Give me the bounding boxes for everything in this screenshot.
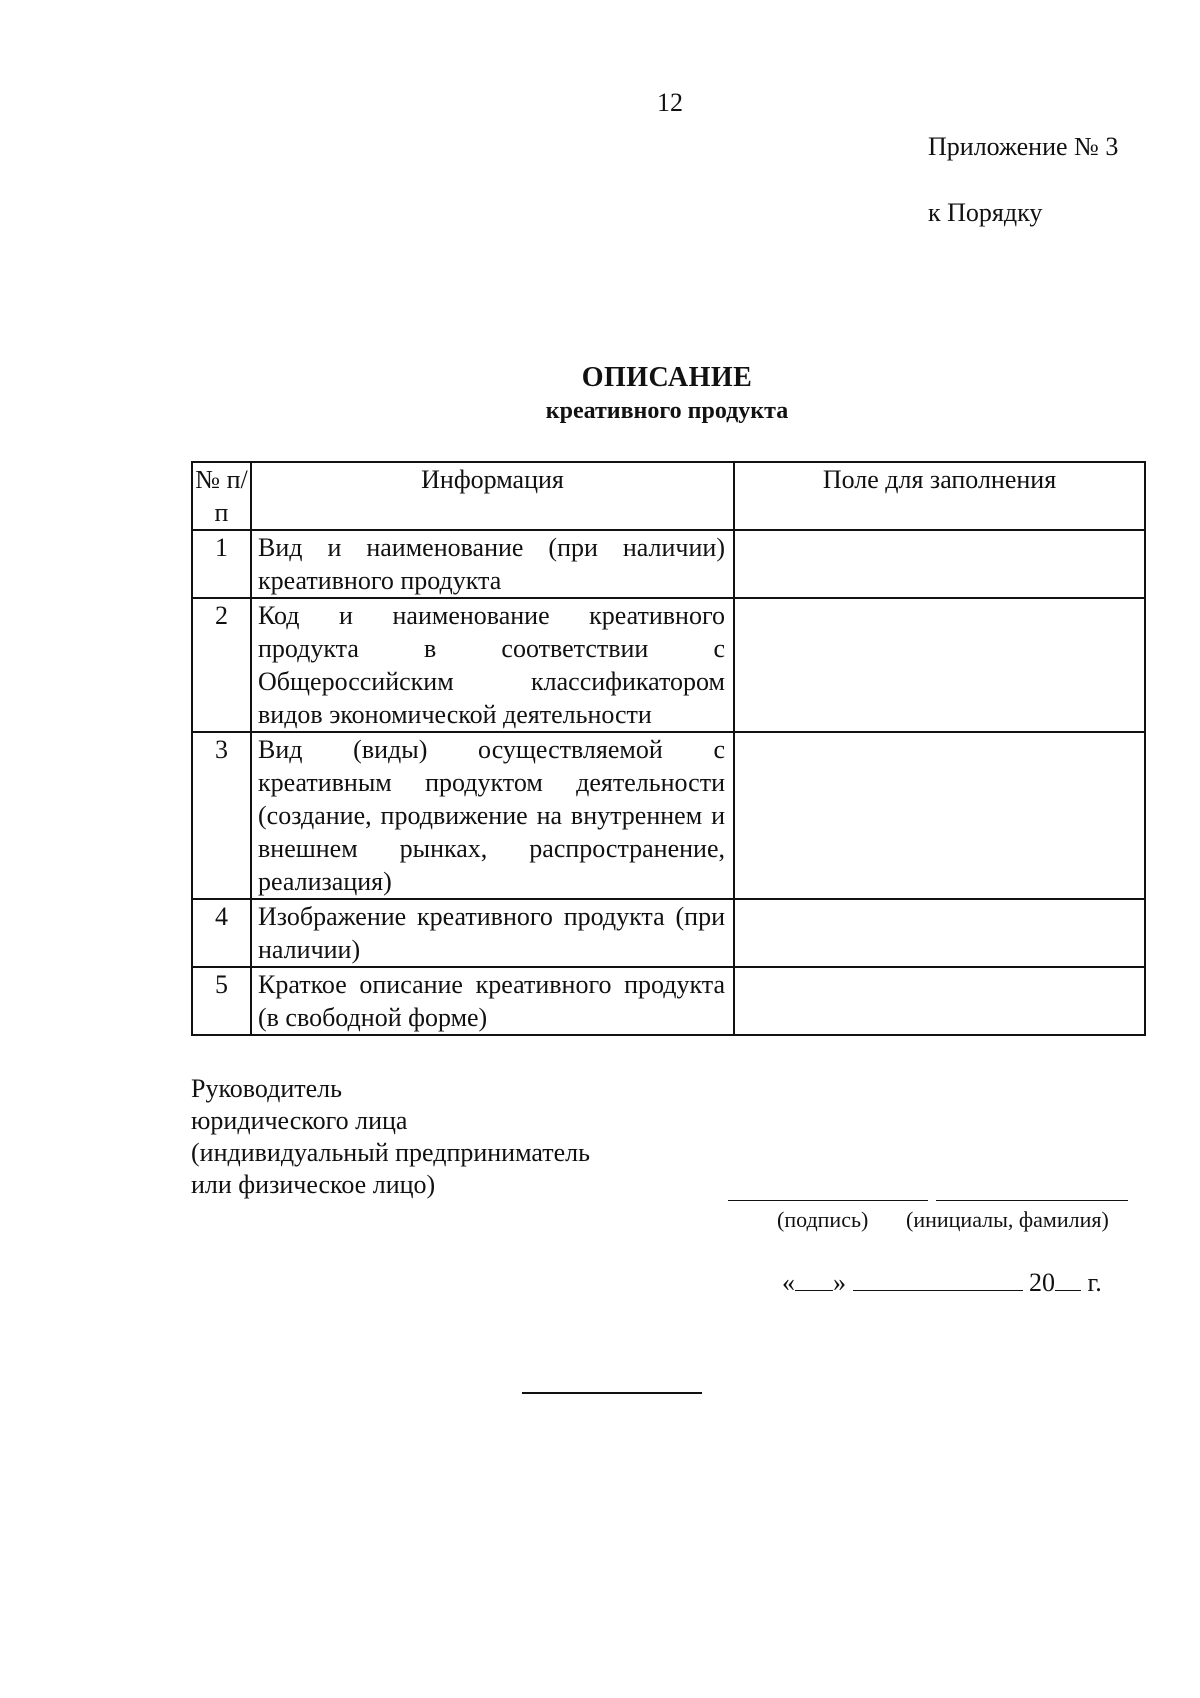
year-blank[interactable] bbox=[1055, 1264, 1081, 1291]
row-fill-field[interactable] bbox=[734, 732, 1145, 899]
appendix-reference: к Порядку bbox=[928, 198, 1043, 227]
day-blank[interactable] bbox=[795, 1264, 833, 1291]
table-row bbox=[192, 530, 1145, 598]
signer-line: (индивидуальный предприниматель bbox=[191, 1138, 590, 1167]
signer-block bbox=[191, 1073, 590, 1201]
signature-blank[interactable] bbox=[728, 1200, 928, 1201]
year-suffix: г. bbox=[1087, 1268, 1102, 1297]
date-open-quote: « bbox=[782, 1268, 795, 1297]
header-number: № п/п bbox=[192, 462, 251, 530]
row-fill-field[interactable] bbox=[734, 598, 1145, 732]
row-information: Вид (виды) осуществляемой с креативным продуктом деятельности (создание, продвижение на внутреннем и внешнем рынках, распространение, реализация) bbox=[251, 732, 734, 899]
table-row bbox=[192, 732, 1145, 899]
appendix-label: Приложение № 3 bbox=[928, 132, 1119, 161]
signer-line: Руководитель bbox=[191, 1074, 342, 1103]
document-title: ОПИСАНИЕ bbox=[581, 362, 753, 393]
signer-line: юридического лица bbox=[191, 1106, 408, 1135]
page-number: 12 bbox=[657, 88, 683, 117]
row-information: Вид и наименование (при наличии) креативного продукта bbox=[251, 530, 734, 598]
header-information: Информация bbox=[251, 462, 734, 530]
row-information: Код и наименование креативного продукта в соответствии с Общероссийским классификатором видов экономической деятельности bbox=[251, 598, 734, 732]
row-fill-field[interactable] bbox=[734, 967, 1145, 1035]
header-fill-field: Поле для заполнения bbox=[734, 462, 1145, 530]
row-information: Краткое описание креативного продукта (в свободной форме) bbox=[251, 967, 734, 1035]
date-close-quote: » bbox=[833, 1268, 846, 1297]
row-information: Изображение креативного продукта (при наличии) bbox=[251, 899, 734, 967]
date-line bbox=[782, 1264, 1102, 1298]
row-number: 3 bbox=[192, 732, 251, 899]
signer-line: или физическое лицо) bbox=[191, 1170, 436, 1199]
row-number: 4 bbox=[192, 899, 251, 967]
row-number: 1 bbox=[192, 530, 251, 598]
row-number: 2 bbox=[192, 598, 251, 732]
table-row bbox=[192, 899, 1145, 967]
month-blank[interactable] bbox=[853, 1264, 1023, 1291]
year-prefix: 20 bbox=[1029, 1268, 1055, 1297]
row-number: 5 bbox=[192, 967, 251, 1035]
table-row bbox=[192, 598, 1145, 732]
table-header-row bbox=[192, 462, 1145, 530]
signature-lines bbox=[728, 1200, 1130, 1202]
end-divider bbox=[522, 1392, 702, 1394]
name-caption: (инициалы, фамилия) bbox=[906, 1207, 1109, 1232]
signature-caption: (подпись) bbox=[777, 1207, 869, 1232]
name-blank[interactable] bbox=[936, 1200, 1128, 1201]
description-table bbox=[191, 461, 1146, 1036]
table-row bbox=[192, 967, 1145, 1035]
document-subtitle: креативного продукта bbox=[545, 398, 789, 424]
row-fill-field[interactable] bbox=[734, 530, 1145, 598]
row-fill-field[interactable] bbox=[734, 899, 1145, 967]
